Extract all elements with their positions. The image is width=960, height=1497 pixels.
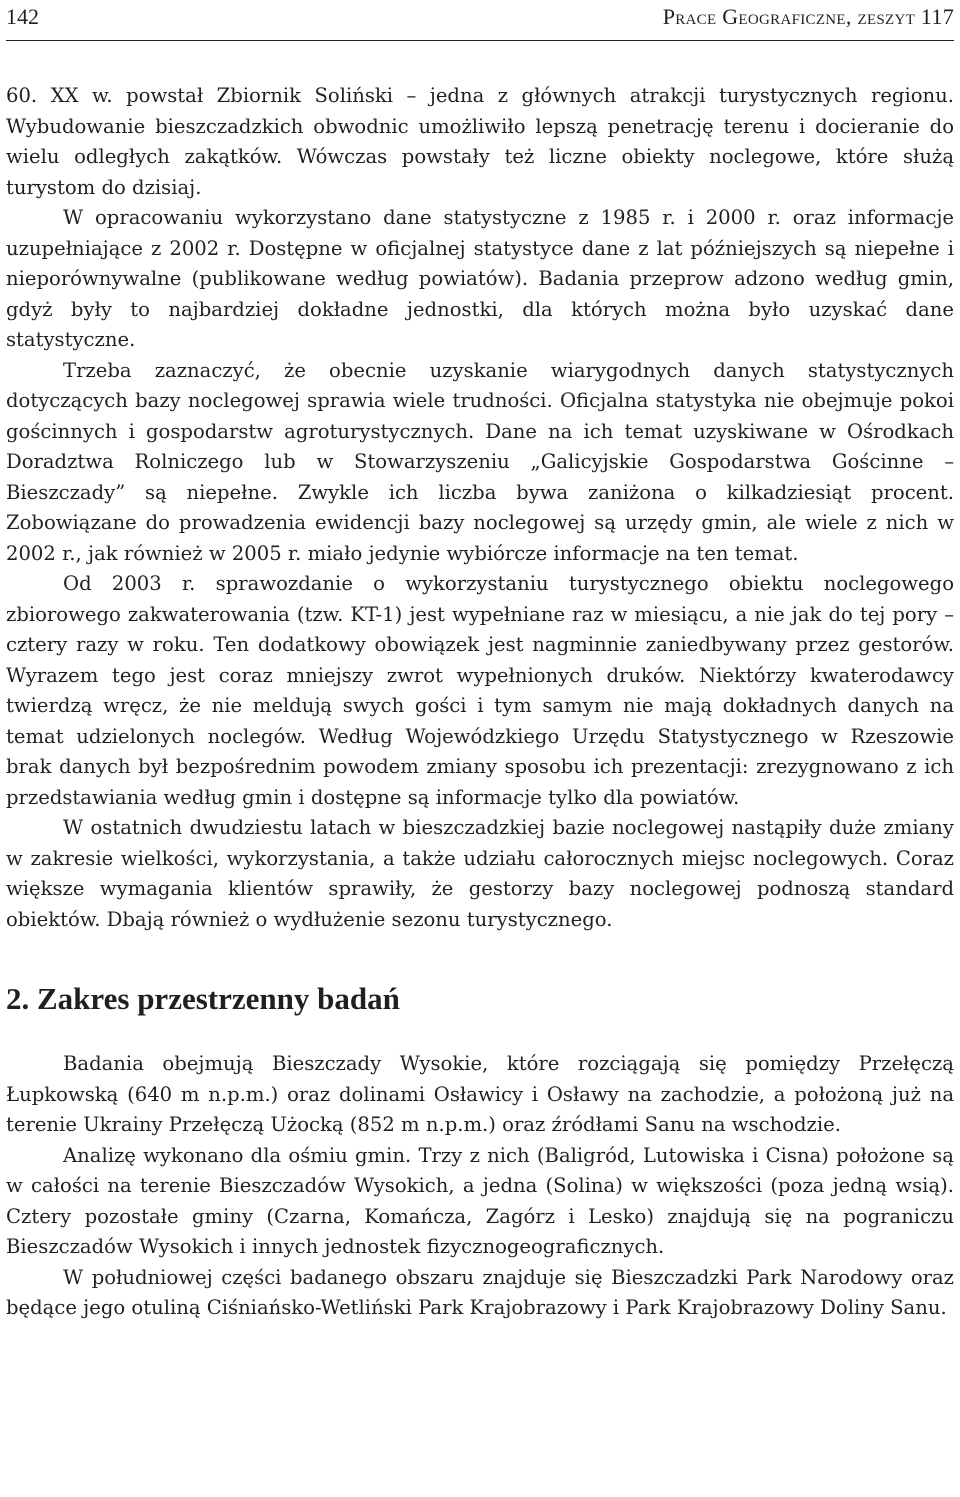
paragraph: Od 2003 r. sprawozdanie o wykorzystaniu turystycznego obiektu noclegowego zbiorowego zakwaterowania (tzw. KT-1) jest wypełniane raz w miesiącu, a nie jak do tej pory – cztery razy w roku. Ten dodatkowy obowiązek jest nagminnie zaniedbywany przez gestorów. Wyrazem tego jest coraz mniejszy zwrot wypełnionych druków. Niektórzy kwaterodawcy twierdzą wręcz, że nie meldują swych gości i tym samym nie mają dokładnych danych na temat udzielonych noclegów. Według Wojewódzkiego Urzędu Statystycznego w Rzeszowie brak danych był bezpośrednim powodem zmiany sposobu ich prezentacji: zrezygnowano z ich przedstawiania według gmin i dostępne są informacje tylko dla powiatów. bbox=[6, 572, 954, 809]
section-heading: 2. Zakres przestrzenny badań bbox=[6, 981, 400, 1016]
paragraph: Badania obejmują Bieszczady Wysokie, które rozciągają się pomiędzy Przełęczą Łupkowską (640 m n.p.m.) oraz dolinami Osławicy i Osławy na zachodzie, a położoną już na terenie Ukrainy Przełęczą Użocką (852 m n.p.m.) oraz źródłami Sanu na wschodzie. bbox=[6, 1052, 954, 1136]
document-page bbox=[6, 0, 954, 1324]
main-text bbox=[6, 81, 954, 1324]
paragraph: W południowej części badanego obszaru znajduje się Bieszczadzki Park Narodowy oraz będące jego otuliną Ciśniańsko-Wetliński Park Krajobrazowy i Park Krajobrazowy Doliny Sanu. bbox=[6, 1265, 954, 1319]
section-body bbox=[6, 1049, 954, 1324]
paragraph: Trzeba zaznaczyć, że obecnie uzyskanie wiarygodnych danych statystycznych dotyczących bazy noclegowej sprawia wiele trudności. Oficjalna statystyka nie obejmuje pokoi gościnnych i gospodarstw agroturystycznych. Dane na ich temat uzyskiwane w Ośrodkach Doradztwa Rolniczego lub w Stowarzyszeniu „Galicyjskie Gospodarstwa Gościnne – Bieszczady” są niepełne. Zwykle ich liczba bywa zaniżona o kilkadziesiąt procent. Zobowiązane do prowadzenia ewidencji bazy noclegowej są urzędy gmin, ale wiele z nich w 2002 r., jak również w 2005 r. miało jedynie wybiórcze informacje na ten temat. bbox=[6, 358, 954, 565]
paragraph: W ostatnich dwudziestu latach w bieszczadzkiej bazie noclegowej nastąpiły duże zmiany w zakresie wielkości, wykorzystania, a także udziału całorocznych miejsc noclegowych. Coraz większe wymagania klientów sprawiły, że gestorzy bazy noclegowej podnoszą standard obiektów. Dbają również o wydłużenie sezonu turystycznego. bbox=[6, 816, 954, 931]
running-title: Prace Geograficzne, zeszyt 117 bbox=[662, 4, 954, 29]
running-header bbox=[6, 0, 954, 41]
paragraph: W opracowaniu wykorzystano dane statystyczne z 1985 r. i 2000 r. oraz informacje uzupełniające z 2002 r. Dostępne w oficjalnej statystyce dane z lat późniejszych są niepełne i nieporównywalne (publikowane według powiatów). Badania przeprow adzono według gmin, gdyż były to najbardziej dokładne jednostki, dla których można było uzyskać dane statystyczne. bbox=[6, 206, 954, 351]
paragraph: Analizę wykonano dla ośmiu gmin. Trzy z nich (Baligród, Lutowiska i Cisna) położone są w całości na terenie Bieszczadów Wysokich, a jedna (Solina) w większości (poza jedną wsią). Cztery pozostałe gminy (Czarna, Komańcza, Zagórz i Lesko) znajdują się na pograniczu Bieszczadów Wysokich i innych jednostek fizycznogeograficznych. bbox=[6, 1143, 954, 1258]
page-number: 142 bbox=[6, 4, 39, 29]
paragraph: 60. XX w. powstał Zbiornik Soliński – jedna z głównych atrakcji turystycznych regionu. Wybudowanie bieszczadzkich obwodnic umożliwiło lepszą penetrację terenu i docieranie do wielu odległych zakątków. Wówczas powstały też liczne obiekty noclegowe, które służą turystom do dzisiaj. bbox=[6, 84, 954, 199]
